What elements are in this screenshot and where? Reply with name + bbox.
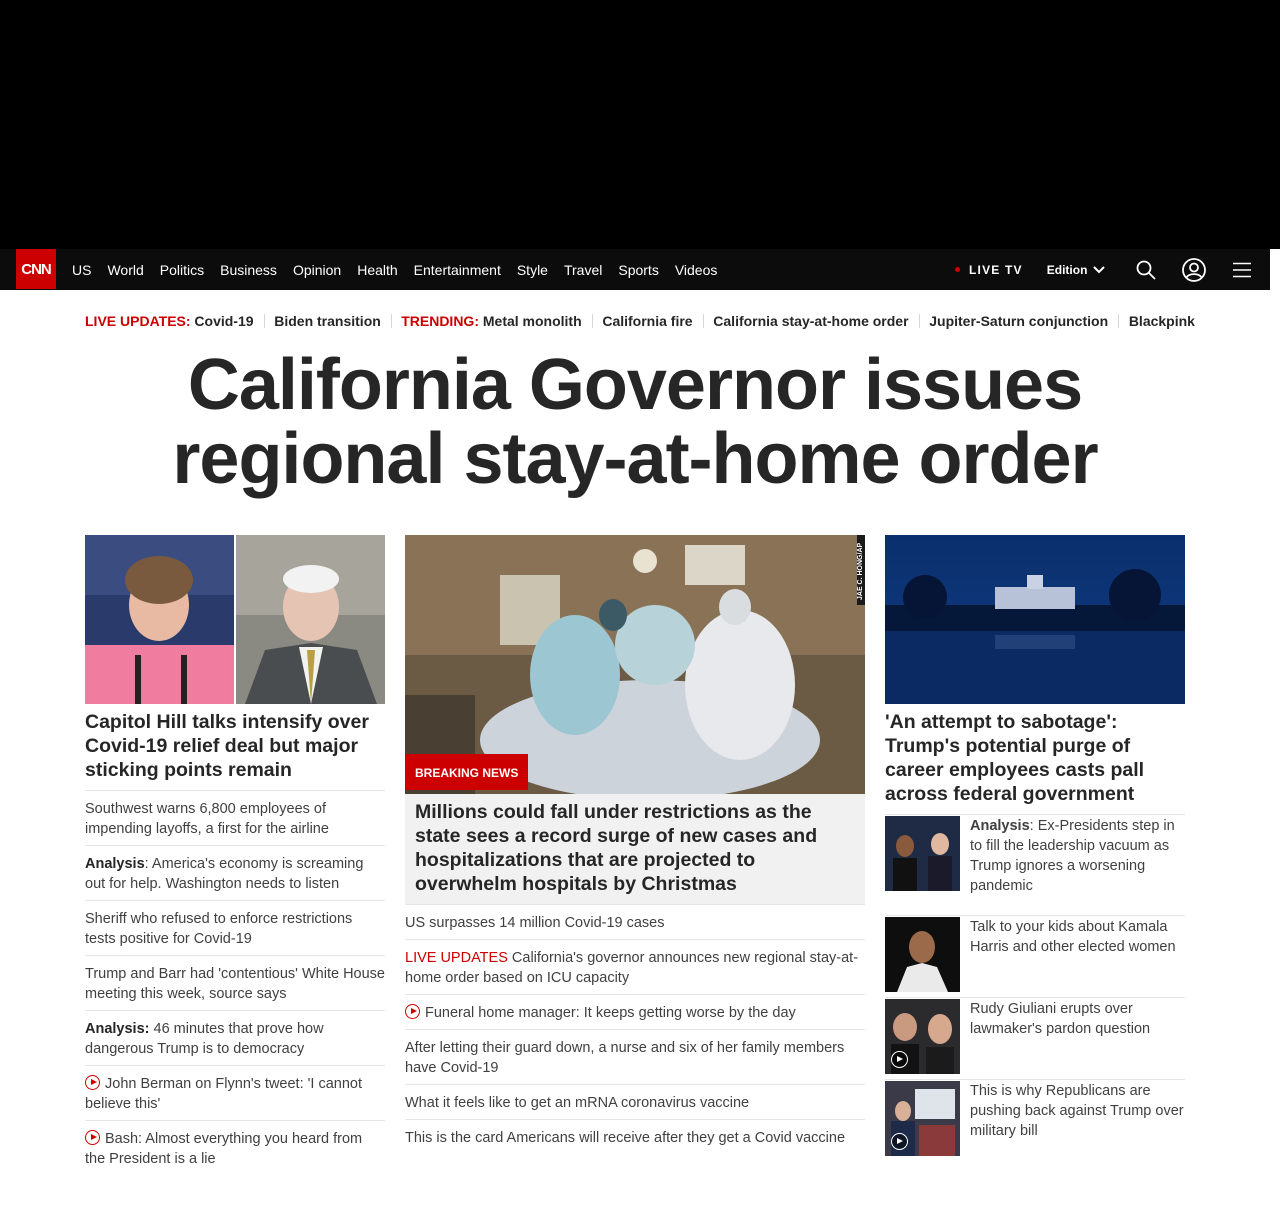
nav-link-opinion[interactable]: Opinion [292, 261, 342, 278]
edition-label: Edition [1046, 262, 1088, 277]
nav-link-politics[interactable]: Politics [159, 261, 205, 278]
trending-bar [85, 311, 1195, 331]
live-tv-link[interactable] [955, 263, 1023, 277]
live-updates-label: LIVE UPDATES: [85, 313, 191, 329]
search-button[interactable] [1134, 258, 1158, 282]
nav-link-health[interactable]: Health [357, 261, 398, 278]
nav-link-sports[interactable]: Sports [618, 261, 659, 278]
trending-item-jupiter-saturn[interactable]: Jupiter-Saturn conjunction [929, 313, 1109, 329]
play-icon [85, 1075, 100, 1090]
pelosi-mcconnell-image[interactable] [85, 535, 385, 704]
top-navbar [0, 249, 1270, 290]
item-text: California's governor announces new regional stay-at-home order based on ICU capacity [405, 950, 859, 986]
nav-link-travel[interactable]: Travel [563, 261, 603, 278]
left-column [85, 535, 385, 1175]
item-text: 46 minutes that prove how dangerous Trump is to democracy [85, 1021, 324, 1057]
ex-presidents-thumb [885, 816, 960, 891]
list-item[interactable] [85, 1066, 385, 1121]
item-text: Bash: Almost everything you heard from the President is a lie [85, 1131, 363, 1167]
search-icon [1136, 260, 1156, 280]
item-text: : America's economy is screaming out for help. Washington needs to listen [85, 856, 364, 892]
mid-lead-title[interactable]: Millions could fall under restrictions as the state sees a record surge of new cases and hospitalizations that are projected to overwhelm hospitals by Christmas [405, 794, 865, 904]
nav-link-us[interactable]: US [72, 261, 92, 278]
item-prefix: Analysis [85, 856, 145, 872]
item-text: US surpasses 14 million Covid-19 cases [405, 915, 665, 931]
list-item[interactable] [405, 1120, 865, 1154]
headline-line-2: regional stay-at-home order [172, 419, 1098, 499]
right-lead-title[interactable]: 'An attempt to sabotage': Trump's potential purge of career employees casts pall across federal government [885, 710, 1185, 815]
nav-link-world[interactable]: World [107, 261, 144, 278]
trending-item-blackpink[interactable]: Blackpink [1128, 313, 1195, 329]
nav-links [72, 249, 733, 290]
edition-dropdown[interactable] [1047, 263, 1106, 277]
trending-item-stay-at-home[interactable]: California stay-at-home order [713, 313, 909, 329]
trending-item-california-fire[interactable]: California fire [602, 313, 693, 329]
item-prefix: Analysis: [85, 1021, 150, 1037]
nav-link-videos[interactable]: Videos [674, 261, 718, 278]
play-icon [405, 1004, 420, 1019]
giuliani-thumb [885, 999, 960, 1074]
list-item[interactable] [405, 1030, 865, 1085]
item-text: Funeral home manager: It keeps getting worse by the day [425, 1005, 796, 1021]
breaking-news-badge: BREAKING NEWS [405, 754, 528, 790]
menu-button[interactable] [1230, 258, 1254, 282]
nav-right [955, 249, 1105, 290]
play-icon [891, 1051, 908, 1068]
list-item[interactable] [85, 846, 385, 901]
live-tv-label: LIVE TV [969, 262, 1023, 277]
item-text: Southwest warns 6,800 employees of impending layoffs, a first for the airline [85, 801, 329, 837]
divider [264, 314, 265, 328]
item-text: Sheriff who refused to enforce restrictions tests positive for Covid-19 [85, 911, 353, 947]
nav-link-style[interactable]: Style [516, 261, 548, 278]
cnn-logo[interactable]: CNN [16, 249, 56, 289]
divider [703, 314, 704, 328]
chevron-down-icon [1093, 266, 1105, 274]
kamala-harris-thumb [885, 917, 960, 992]
divider [391, 314, 392, 328]
trending-label: TRENDING: [401, 313, 479, 329]
divider [919, 314, 920, 328]
hospital-icu-image[interactable] [405, 535, 865, 794]
republicans-military-bill-thumb [885, 1081, 960, 1156]
menu-icon [1232, 262, 1252, 278]
divider [592, 314, 593, 328]
list-item[interactable] [85, 956, 385, 1011]
item-text: Trump and Barr had 'contentious' White House meeting this week, source says [85, 966, 385, 1002]
live-dot-icon [955, 267, 960, 272]
live-item-covid[interactable]: Covid-19 [194, 313, 254, 329]
item-prefix: LIVE UPDATES [405, 950, 508, 966]
list-item[interactable] [85, 1011, 385, 1066]
item-text: This is the card Americans will receive after they get a Covid vaccine [405, 1130, 846, 1146]
account-button[interactable] [1182, 258, 1206, 282]
ad-banner [0, 0, 1280, 249]
item-text: This is why Republicans are pushing back against Trump over military bill [970, 1083, 1184, 1139]
headline-line-1: California Governor issues [187, 345, 1083, 425]
left-lead-title[interactable]: Capitol Hill talks intensify over Covid-19 relief deal but major sticking points remain [85, 710, 385, 791]
list-item[interactable] [85, 1121, 385, 1175]
list-item[interactable] [85, 791, 385, 846]
list-item[interactable] [405, 940, 865, 995]
item-text: Rudy Giuliani erupts over lawmaker's pardon question [970, 1001, 1151, 1037]
nav-link-business[interactable]: Business [220, 261, 277, 278]
item-text: : Ex-Presidents step in to fill the leadership vacuum as Trump ignores a worsening pandemic [970, 818, 1175, 894]
account-icon [1182, 258, 1206, 282]
list-item[interactable] [885, 999, 1185, 1080]
nav-link-entertainment[interactable]: Entertainment [413, 261, 501, 278]
main-headline[interactable] [0, 345, 1270, 499]
trending-item-monolith[interactable]: Metal monolith [482, 313, 582, 329]
divider [1118, 314, 1119, 328]
list-item[interactable] [405, 995, 865, 1030]
live-item-biden[interactable]: Biden transition [274, 313, 381, 329]
middle-column [405, 535, 865, 1154]
item-text: After letting their guard down, a nurse and six of her family members have Covid-19 [405, 1040, 845, 1076]
image-credit: JAE C. HONG/AP [857, 542, 864, 600]
list-item[interactable] [885, 1081, 1185, 1162]
item-text: Talk to your kids about Kamala Harris and other elected women [970, 919, 1176, 955]
list-item[interactable] [885, 816, 1185, 916]
right-column [885, 535, 1185, 1162]
play-icon [85, 1130, 100, 1145]
list-item[interactable] [405, 1085, 865, 1120]
item-prefix: Analysis [970, 818, 1030, 834]
list-item[interactable] [885, 917, 1185, 998]
list-item[interactable] [405, 905, 865, 940]
list-item[interactable] [85, 901, 385, 956]
white-house-image[interactable] [885, 535, 1185, 704]
item-text: John Berman on Flynn's tweet: 'I cannot believe this' [85, 1076, 363, 1112]
item-text: What it feels like to get an mRNA coronavirus vaccine [405, 1095, 750, 1111]
play-icon [891, 1133, 908, 1150]
